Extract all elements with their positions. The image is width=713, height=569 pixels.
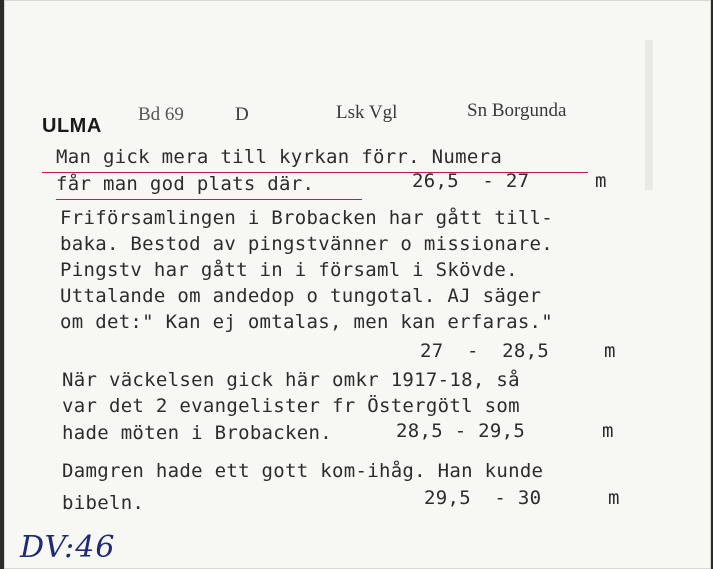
index-card [4, 0, 711, 569]
archive-label: ULMA [42, 115, 102, 137]
text-line: När väckelsen gick här omkr 1917-18, så [62, 369, 520, 391]
volume-label: Bd 69 [138, 104, 184, 125]
text-line: Man gick mera till kyrkan förr. Numera [56, 146, 503, 168]
text-line: Uttalande om andedop o tungotal. AJ säger [60, 285, 542, 307]
text-line: Damgren hade ett gott kom-ihåg. Han kunde [62, 460, 544, 482]
text-line: om det:" Kan ej omtalas, men kan erfaras." [60, 311, 554, 333]
unit-label: m [595, 170, 607, 192]
underline-2 [56, 199, 362, 200]
bleed-through-shadow [645, 40, 693, 190]
unit-label: m [602, 420, 614, 442]
page-reference: 27 - 28,5 [420, 340, 550, 362]
text-line: hade möten i Brobacken. [62, 422, 332, 444]
unit-label: m [608, 487, 620, 509]
text-line: var det 2 evangelister fr Östergötl som [62, 395, 520, 417]
text-line: Pingstv har gått in i församl i Skövde. [60, 259, 518, 281]
text-line: får man god plats där. [56, 173, 315, 195]
parish-label: Sn Borgunda [467, 100, 567, 121]
text-line: Friförsamlingen i Brobacken har gått till- [60, 207, 554, 229]
unit-label: m [604, 340, 616, 362]
province-label: Lsk Vgl [336, 102, 398, 123]
section-label: D [235, 104, 249, 125]
page-reference: 26,5 - 27 [412, 170, 530, 192]
text-line: bibeln. [62, 492, 145, 514]
page-reference: 28,5 - 29,5 [396, 420, 526, 442]
text-line: baka. Bestod av pingstvänner o missionare. [60, 233, 554, 255]
page-reference: 29,5 - 30 [424, 487, 542, 509]
handwritten-signature: DV:46 [20, 530, 116, 565]
